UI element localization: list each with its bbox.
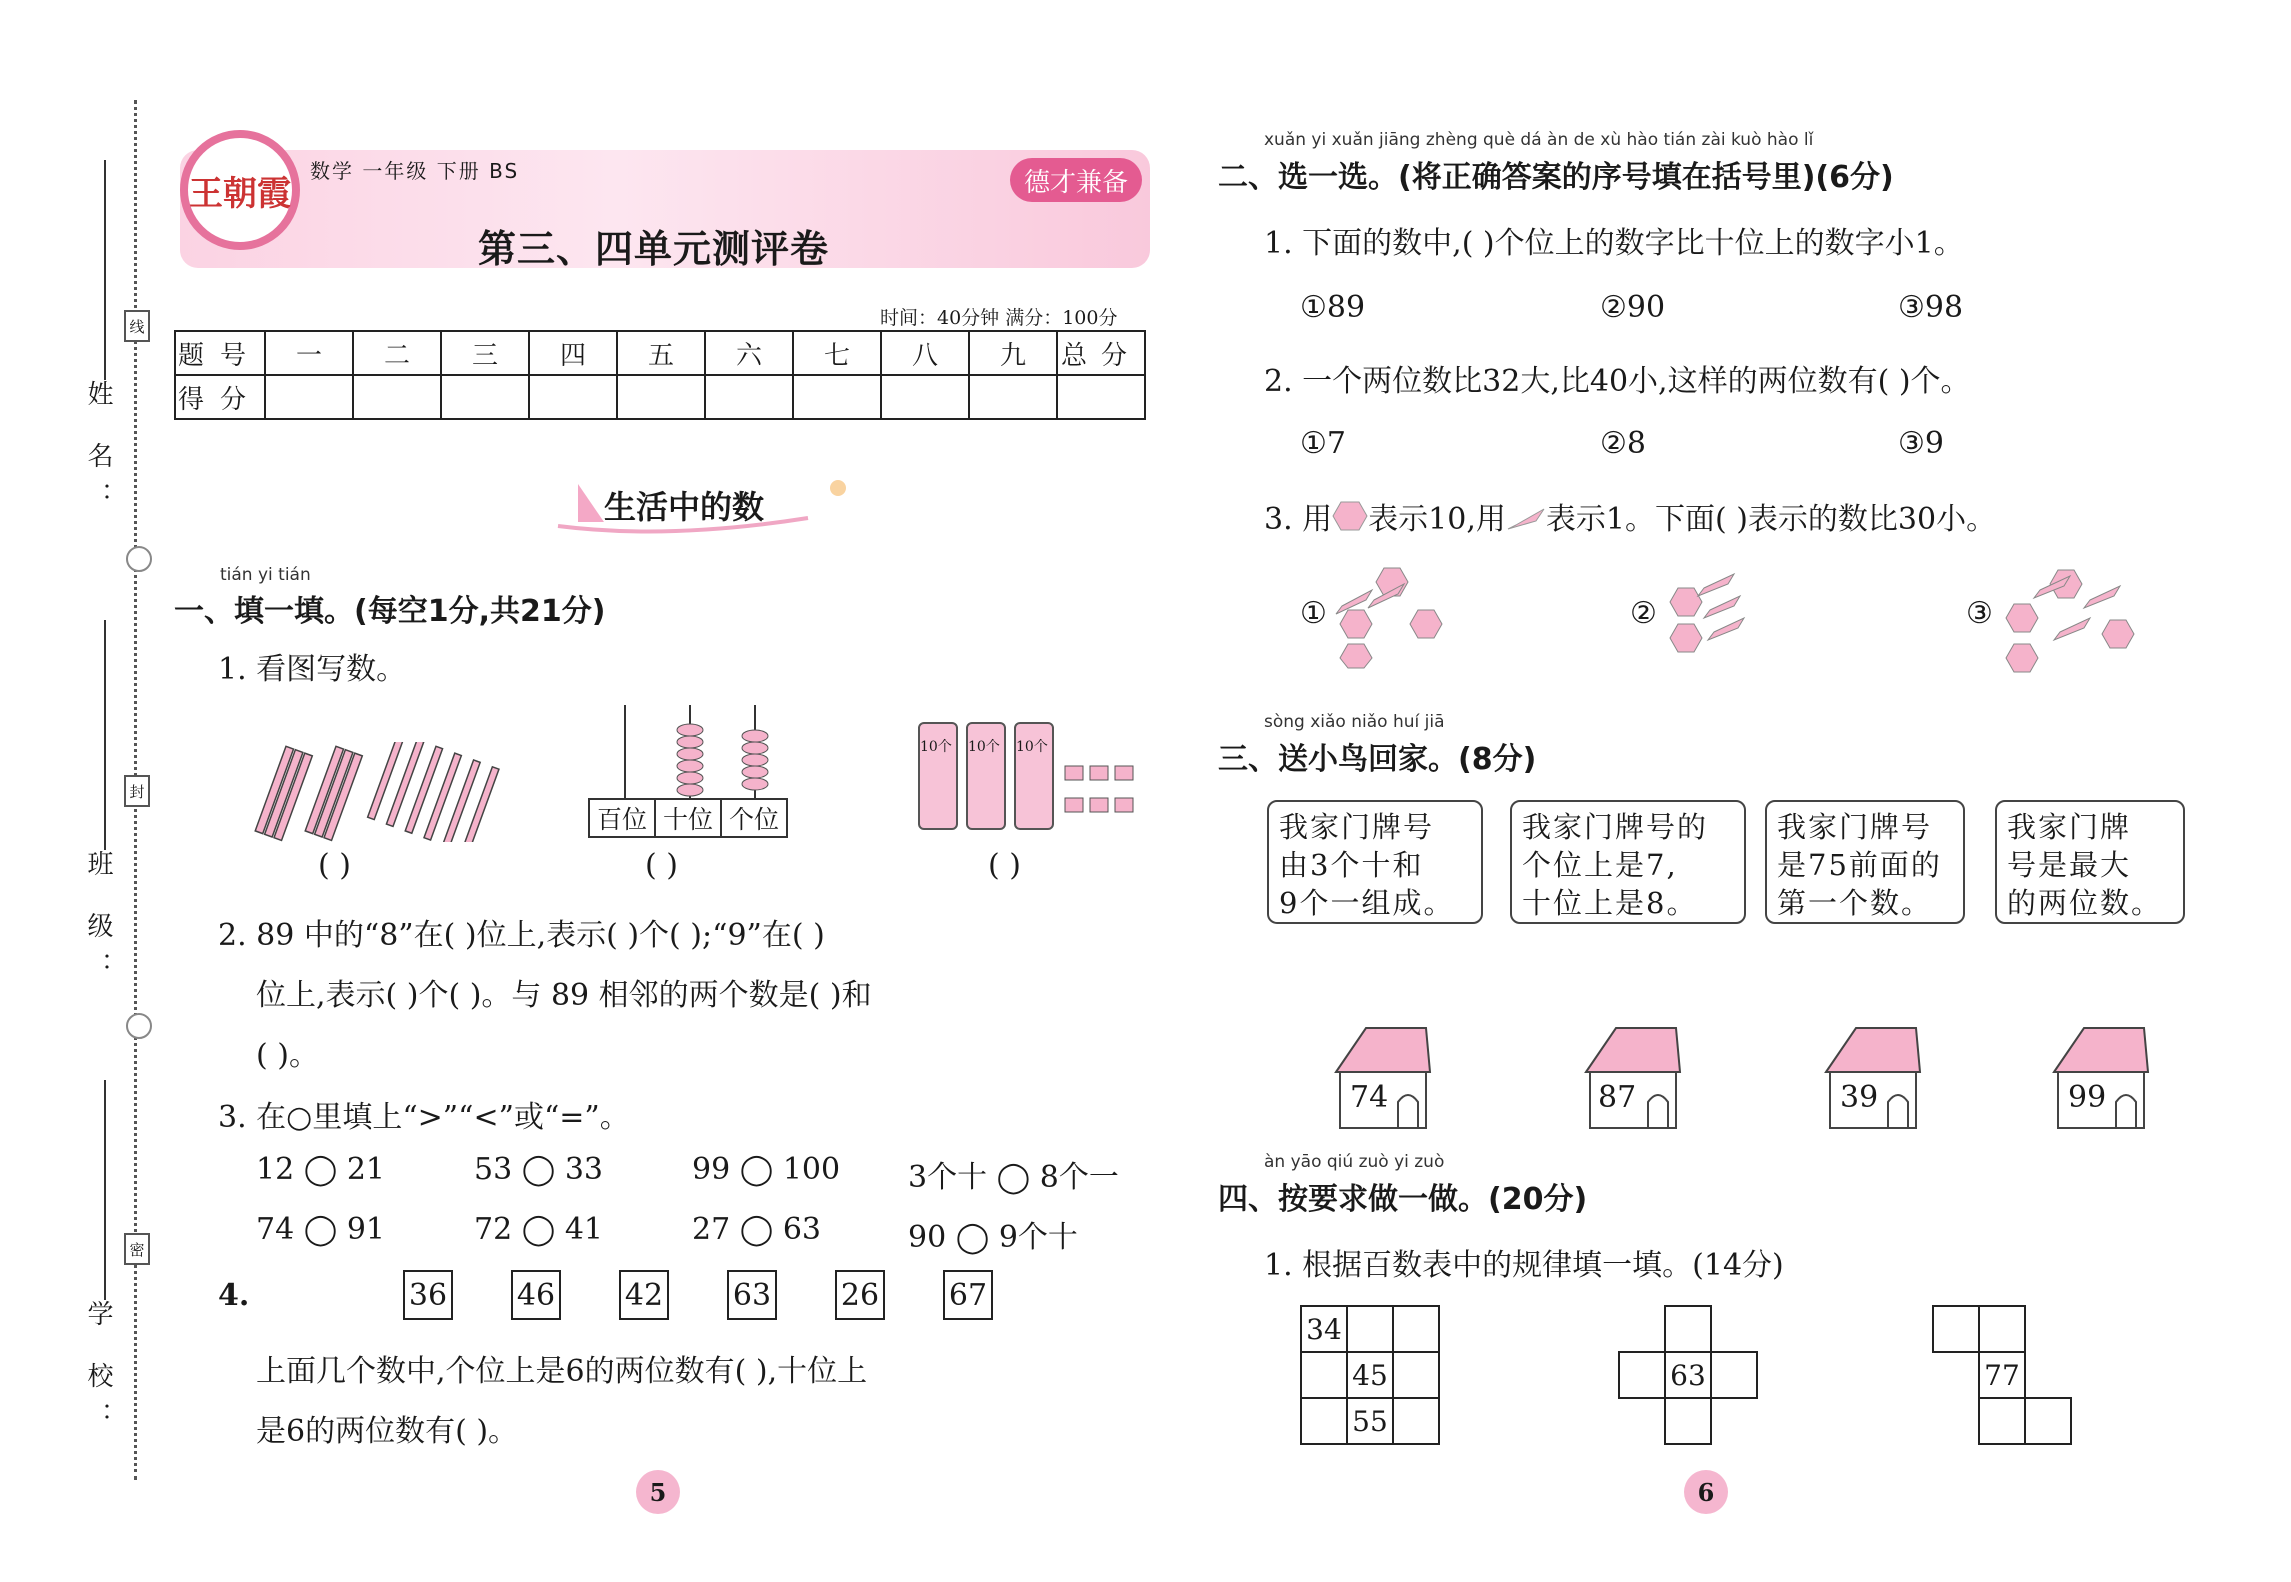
option[interactable]: ③98 [1898, 290, 1964, 325]
logo-text: 王朝霞 [189, 173, 291, 214]
bird-card[interactable] [1267, 800, 1483, 924]
binding-ring [126, 546, 152, 572]
grid-blank[interactable] [1933, 1306, 1979, 1352]
score-input[interactable] [793, 375, 881, 419]
bird-card-line: 个位上是7, [1522, 848, 1678, 882]
answer-blank[interactable]: ( ) [318, 848, 351, 883]
score-cell: 总分 [1057, 331, 1145, 375]
number-box: 63 [727, 1270, 777, 1320]
house-number[interactable]: 39 [1840, 1080, 1879, 1115]
compare-item[interactable]: 99 ◯ 100 [692, 1152, 841, 1187]
bird-card-line: 的两位数。 [2007, 886, 2163, 920]
bird-card-line: 我家门牌 [2007, 810, 2132, 844]
grid-empty [1711, 1306, 1757, 1352]
compare-item[interactable]: 3个十 ◯ 8个一 [908, 1160, 1119, 1195]
pinyin-part1: tián yi tián [220, 565, 311, 585]
cube-label: 10个 [968, 739, 1000, 755]
grid-cell: 45 [1347, 1352, 1393, 1398]
abacus-base [588, 798, 788, 838]
brand-logo [180, 130, 300, 250]
score-input[interactable] [1057, 375, 1145, 419]
q2-3-row [1264, 494, 1996, 538]
school-write-line [104, 1080, 106, 1300]
compare-item[interactable]: 12 ◯ 21 [256, 1152, 385, 1187]
score-row-label: 得分 [175, 375, 265, 419]
grid-blank[interactable] [1393, 1352, 1439, 1398]
grid-empty [1933, 1398, 1979, 1444]
option[interactable]: ②90 [1600, 290, 1666, 325]
option[interactable]: ② [1630, 596, 1657, 631]
tag-line: 线 [124, 310, 150, 342]
q4-1-text: 1. 根据百数表中的规律填一填。(14分) [1264, 1248, 1784, 1283]
q2-3-part-c: 表示1。下面( )表示的数比30小。 [1545, 502, 1997, 537]
bird-card[interactable] [1510, 800, 1746, 924]
binding-ring [126, 1013, 152, 1039]
q2-2-text: 2. 一个两位数比32大,比40小,这样的两位数有( )个。 [1264, 364, 1971, 399]
bird-card-line: 9个一组成。 [1279, 886, 1455, 920]
bird-card-line: 由3个十和 [1279, 848, 1424, 882]
number-box: 26 [835, 1270, 885, 1320]
compare-item[interactable]: 72 ◯ 41 [474, 1212, 603, 1247]
number-box: 42 [619, 1270, 669, 1320]
grid-cell: 77 [1979, 1352, 2025, 1398]
compare-item[interactable]: 74 ◯ 91 [256, 1212, 385, 1247]
q1-1-text: 1. 看图写数。 [218, 652, 407, 687]
option[interactable]: ①89 [1300, 290, 1366, 325]
book-meta: 数学 一年级 下册 BS [310, 159, 520, 183]
grid-cell: 34 [1301, 1306, 1347, 1352]
bird-card-line: 我家门牌号 [1777, 810, 1933, 844]
score-table-header-row [175, 331, 1145, 375]
abacus-label: 个位 [728, 805, 779, 834]
score-cell: 七 [793, 331, 881, 375]
grid-blank[interactable] [2025, 1398, 2071, 1444]
pinyin-part4: àn yāo qiú zuò yi zuò [1264, 1152, 1445, 1172]
house-icon [2044, 1022, 2154, 1132]
score-input[interactable] [265, 375, 353, 419]
time-score: 时间：40分钟 满分：100分 [880, 307, 1118, 329]
shape-group-option-1 [1334, 560, 1454, 670]
grid-empty [1933, 1352, 1979, 1398]
house-number[interactable]: 74 [1350, 1080, 1389, 1115]
score-input[interactable] [617, 375, 705, 419]
q2-3-part-a: 3. 用 [1264, 502, 1333, 537]
option[interactable]: ③9 [1898, 426, 1944, 461]
q1-4-label: 4. [218, 1278, 250, 1313]
grid-blank[interactable] [1711, 1352, 1757, 1398]
grid-blank[interactable] [1393, 1398, 1439, 1444]
q1-2-line3: ( )。 [256, 1038, 319, 1073]
grid-blank[interactable] [1979, 1306, 2025, 1352]
hexagon-icon [1332, 500, 1368, 532]
stick-bundles-illustration [250, 742, 530, 842]
grid-blank[interactable] [1393, 1306, 1439, 1352]
cube-label: 10个 [920, 739, 952, 755]
page-title: 第三、四单元测评卷 [478, 227, 830, 271]
score-cell: 八 [881, 331, 969, 375]
house-number[interactable]: 87 [1598, 1080, 1637, 1115]
answer-blank[interactable]: ( ) [645, 848, 678, 883]
abacus-label: 十位 [656, 800, 722, 836]
score-cell: 三 [441, 331, 529, 375]
compare-item[interactable]: 53 ◯ 33 [474, 1152, 603, 1187]
q2-3-part-b: 表示10,用 [1368, 502, 1506, 537]
cube-label: 10个 [1016, 739, 1048, 755]
bird-card-line: 是75前面的 [1777, 848, 1942, 882]
single-cubes-illustration [1060, 758, 1150, 828]
number-box: 46 [511, 1270, 561, 1320]
q1-2-line1: 2. 89 中的“8”在( )位上,表示( )个( );“9”在( ) [218, 918, 825, 953]
grid-empty [1619, 1398, 1665, 1444]
bird-card[interactable] [1995, 800, 2185, 924]
pinyin-part3: sòng xiǎo niǎo huí jiā [1264, 712, 1445, 732]
bird-card[interactable] [1765, 800, 1965, 924]
section-title: 生活中的数 [604, 488, 765, 526]
grid-blank[interactable] [1665, 1306, 1711, 1352]
bird-card-line: 号是最大 [2007, 848, 2132, 882]
score-table-input-row [175, 375, 1145, 419]
tag-seal: 封 [124, 775, 150, 807]
bird-card-line: 我家门牌号的 [1522, 810, 1709, 844]
house-icon [1816, 1022, 1926, 1132]
score-input[interactable] [441, 375, 529, 419]
virtue-badge: 德才兼备 [1010, 158, 1142, 202]
abacus-label: 百位 [590, 800, 656, 836]
grid-blank[interactable] [1301, 1398, 1347, 1444]
hundred-grid-2 [1618, 1305, 1758, 1445]
school-label: 学 校： [83, 1300, 113, 1443]
score-cell: 六 [705, 331, 793, 375]
number-box: 67 [943, 1270, 993, 1320]
score-cell: 九 [969, 331, 1057, 375]
house-icon [1326, 1022, 1436, 1132]
page-number: 6 [1684, 1470, 1728, 1514]
part4-heading: 四、按要求做一做。(20分) [1218, 1182, 1588, 1217]
grid-cell: 55 [1347, 1398, 1393, 1444]
tag-secret: 密 [124, 1233, 150, 1265]
score-input[interactable] [529, 375, 617, 419]
class-write-line [104, 620, 106, 850]
score-cell: 一 [265, 331, 353, 375]
shape-group-option-3 [2000, 560, 2140, 680]
score-input[interactable] [353, 375, 441, 419]
name-label: 姓 名： [83, 380, 113, 523]
shape-group-option-2 [1664, 568, 1784, 668]
score-cell: 五 [617, 331, 705, 375]
q2-1-text: 1. 下面的数中,( )个位上的数字比十位上的数字小1。 [1264, 226, 1964, 261]
grid-blank[interactable] [1347, 1306, 1393, 1352]
number-box: 36 [403, 1270, 453, 1320]
grid-blank[interactable] [1619, 1352, 1665, 1398]
option[interactable]: ① [1300, 596, 1327, 631]
grid-blank[interactable] [1665, 1398, 1711, 1444]
grid-empty [2025, 1306, 2071, 1352]
name-write-line [104, 160, 106, 380]
bird-card-line: 十位上是8。 [1522, 886, 1698, 920]
part1-heading: 一、填一填。(每空1分,共21分) [174, 594, 606, 629]
part2-heading: 二、选一选。(将正确答案的序号填在括号里)(6分) [1218, 160, 1894, 195]
grid-blank[interactable] [1979, 1398, 2025, 1444]
hundred-grid-1 [1300, 1305, 1440, 1445]
option[interactable]: ①7 [1300, 426, 1346, 461]
class-label: 班 级： [83, 850, 113, 993]
score-input[interactable] [881, 375, 969, 419]
score-table [174, 330, 1146, 420]
q1-2-line2: 位上,表示( )个( )。与 89 相邻的两个数是( )和 [256, 978, 872, 1013]
grid-empty [1619, 1306, 1665, 1352]
grid-empty [1711, 1398, 1757, 1444]
score-cell: 二 [353, 331, 441, 375]
hundred-grid-3 [1932, 1305, 2072, 1445]
pinyin-part2: xuǎn yi xuǎn jiāng zhèng què dá àn de xù hào tián zài kuò hào lǐ [1264, 130, 1814, 150]
score-input[interactable] [705, 375, 793, 419]
compare-item[interactable]: 27 ◯ 63 [692, 1212, 821, 1247]
grid-cell: 63 [1665, 1352, 1711, 1398]
bird-card-line: 第一个数。 [1777, 886, 1933, 920]
page-number: 5 [636, 1470, 680, 1514]
q1-3-text: 3. 在○里填上“>”“<”或“=”。 [218, 1100, 630, 1135]
q1-4-line2: 是6的两位数有( )。 [256, 1414, 519, 1449]
parallelogram-icon [1506, 501, 1546, 531]
grid-empty [2025, 1352, 2071, 1398]
option[interactable]: ③ [1966, 596, 1993, 631]
score-cell: 四 [529, 331, 617, 375]
q1-4-line1: 上面几个数中,个位上是6的两位数有( ),十位上 [256, 1354, 868, 1389]
score-cell: 题号 [175, 331, 265, 375]
house-number[interactable]: 99 [2068, 1080, 2107, 1115]
house-icon [1576, 1022, 1686, 1132]
grid-blank[interactable] [1301, 1352, 1347, 1398]
compare-item[interactable]: 90 ◯ 9个十 [908, 1220, 1078, 1255]
part3-heading: 三、送小鸟回家。(8分) [1218, 742, 1537, 777]
score-input[interactable] [969, 375, 1057, 419]
bird-card-line: 我家门牌号 [1279, 810, 1435, 844]
option[interactable]: ②8 [1600, 426, 1646, 461]
answer-blank[interactable]: ( ) [988, 848, 1021, 883]
